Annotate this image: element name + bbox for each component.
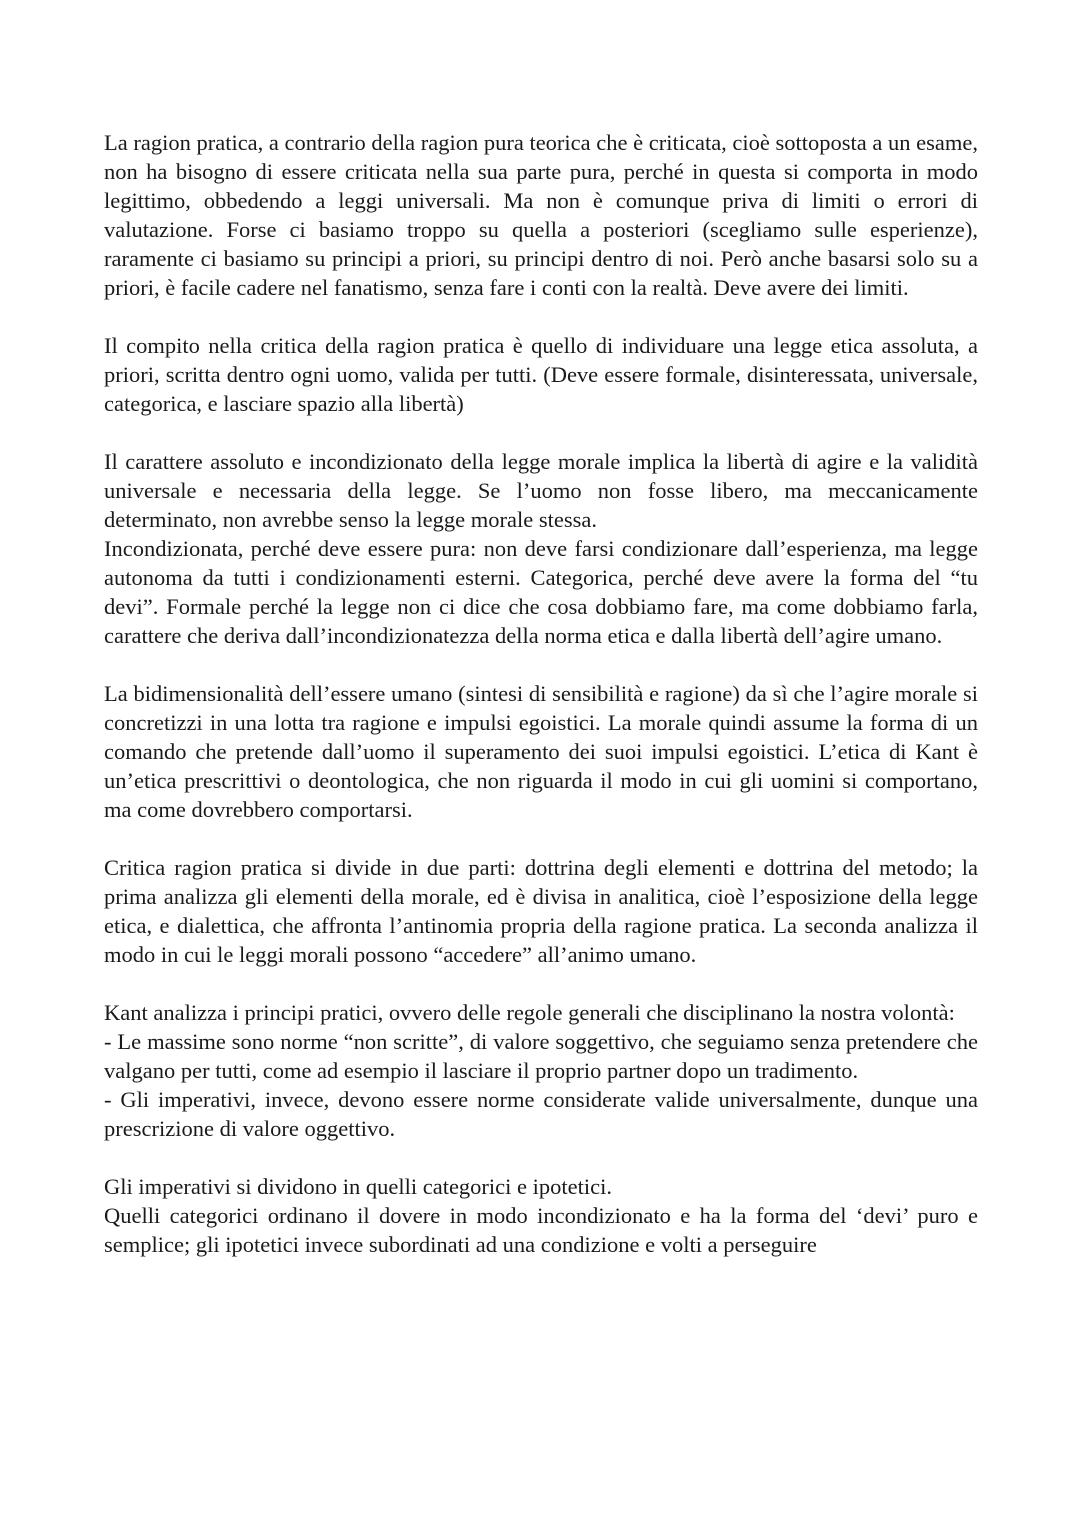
list-item-massime: - Le massime sono norme “non scritte”, di valore soggettivo, che seguiamo senza pretendere che valgano per tutti, come ad esempio il lasciare il proprio partner dopo un tradimento.	[104, 1029, 978, 1083]
paragraph-carattere-assoluto: Il carattere assoluto e incondizionato della legge morale implica la libertà di agire e la validità universale e necessaria della legge. Se l’uomo non fosse libero, ma meccanicamente determinato, non avrebbe senso la legge morale stessa.	[104, 449, 978, 532]
paragraph-imperativi-divisione: Gli imperativi si dividono in quelli categorici e ipotetici.	[104, 1174, 613, 1199]
paragraph-principi-pratici: Kant analizza i principi pratici, ovvero delle regole generali che disciplinano la nostra volontà:	[104, 1000, 955, 1025]
paragraph-divisione-critica: Critica ragion pratica si divide in due parti: dottrina degli elementi e dottrina del metodo; la prima analizza gli elementi della morale, ed è divisa in analitica, cioè l’esposizione della legge etica, e dialettica, che affronta l’antinomia propria della ragione pratica. La seconda analizza il modo in cui le leggi morali possono “accedere” all’animo umano.	[104, 855, 978, 967]
paragraph-imperativi-categorici: Quelli categorici ordinano il dovere in modo incondizionato e ha la forma del ‘devi’ puro e semplice; gli ipotetici invece subordinati ad una condizione e volti a perseguire	[104, 1203, 978, 1257]
list-item-imperativi: - Gli imperativi, invece, devono essere norme considerate valide universalmente, dunque una prescrizione di valore oggettivo.	[104, 1087, 978, 1141]
paragraph-compito-critica: Il compito nella critica della ragion pratica è quello di individuare una legge etica assoluta, a priori, scritta dentro ogni uomo, valida per tutti. (Deve essere formale, disinteressata, universale, categorica, e lasciare spazio alla libertà)	[104, 333, 978, 416]
paragraph-bidimensionalita: La bidimensionalità dell’essere umano (sintesi di sensibilità e ragione) da sì che l’agire morale si concretizzi in una lotta tra ragione e impulsi egoistici. La morale quindi assume la forma di un comando che pretende dall’uomo il superamento dei suoi impulsi egoistici. L’etica di Kant è un’etica prescrittivi o deontologica, che non riguarda il modo in cui gli uomini si comportano, ma come dovrebbero comportarsi.	[104, 681, 978, 822]
document-page	[104, 128, 978, 1259]
paragraph-ragion-pratica: La ragion pratica, a contrario della ragion pura teorica che è criticata, cioè sottoposta a un esame, non ha bisogno di essere criticata nella sua parte pura, perché in questa si comporta in modo legittimo, obbedendo a leggi universali. Ma non è comunque priva di limiti o errori di valutazione. Forse ci basiamo troppo su quella a posteriori (scegliamo sulle esperienze), raramente ci basiamo su principi a priori, su principi dentro di noi. Però anche basarsi solo su a priori, è facile cadere nel fanatismo, senza fare i conti con la realtà. Deve avere dei limiti.	[104, 130, 978, 300]
paragraph-incondizionata: Incondizionata, perché deve essere pura: non deve farsi condizionare dall’esperienza, ma legge autonoma da tutti i condizionamenti esterni. Categorica, perché deve avere la forma del “tu devi”. Formale perché la legge non ci dice che cosa dobbiamo fare, ma come dobbiamo farla, carattere che deriva dall’incondizionatezza della norma etica e dalla libertà dell’agire umano.	[104, 536, 978, 648]
